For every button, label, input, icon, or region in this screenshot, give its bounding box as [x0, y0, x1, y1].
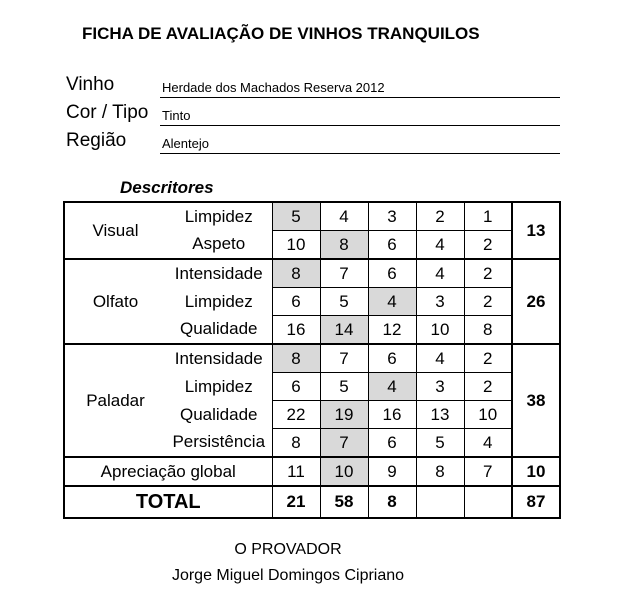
- descriptor-label: Intensidade: [166, 259, 272, 288]
- value-cell: 12: [368, 316, 416, 345]
- total-score: 87: [512, 486, 560, 518]
- group-label: Olfato: [64, 259, 166, 344]
- value-cell: 7: [320, 344, 368, 373]
- selected-value-cell: 5: [272, 202, 320, 231]
- total-row: [64, 486, 560, 518]
- descriptor-label: Limpidez: [184, 376, 253, 396]
- value-cell: 3: [416, 373, 464, 401]
- value-cell: 3: [368, 202, 416, 231]
- value-cell: 6: [368, 231, 416, 260]
- value-cell: 10: [416, 316, 464, 345]
- value-cell: 10: [272, 231, 320, 260]
- value-cell: 10: [464, 401, 512, 429]
- cor-tipo-label: Cor / Tipo: [66, 102, 149, 123]
- value-cell: 9: [368, 457, 416, 486]
- info-cor-tipo: [66, 100, 560, 126]
- info-regiao: [66, 128, 560, 154]
- value-cell: 5: [320, 288, 368, 316]
- value-cell: 4: [320, 202, 368, 231]
- descriptor-label: Qualidade: [179, 404, 258, 424]
- table-row: [64, 259, 560, 288]
- value-cell: 6: [272, 288, 320, 316]
- group-score: 13: [512, 202, 560, 259]
- total-value-cell: [416, 486, 464, 518]
- descriptor-label: Limpidez: [184, 291, 253, 311]
- value-cell: 2: [464, 344, 512, 373]
- value-cell: 16: [368, 401, 416, 429]
- selected-value-cell: 4: [368, 373, 416, 401]
- value-cell: 2: [416, 202, 464, 231]
- provador-heading: O PROVADOR: [234, 541, 342, 558]
- value-cell: 6: [368, 259, 416, 288]
- value-cell: 2: [464, 259, 512, 288]
- value-cell: 8: [416, 457, 464, 486]
- selected-value-cell: 7: [320, 429, 368, 458]
- apreciacao-row: [64, 457, 560, 486]
- value-cell: 2: [464, 373, 512, 401]
- group-score: 26: [512, 259, 560, 344]
- selected-value-cell: 4: [368, 288, 416, 316]
- value-cell: 13: [416, 401, 464, 429]
- value-cell: 6: [368, 344, 416, 373]
- value-cell: 5: [416, 429, 464, 458]
- total-value-cell: 58: [320, 486, 368, 518]
- apreciacao-label: Apreciação global: [64, 457, 272, 486]
- regiao-value: Alentejo: [160, 131, 560, 154]
- table-row: [64, 202, 560, 231]
- group-label: Paladar: [64, 344, 166, 457]
- apreciacao-score: 10: [512, 457, 560, 486]
- descriptor-label: Persistência: [172, 432, 266, 452]
- selected-value-cell: 14: [320, 316, 368, 345]
- value-cell: 7: [464, 457, 512, 486]
- vinho-value: Herdade dos Machados Reserva 2012: [160, 75, 560, 98]
- table-row: [64, 344, 560, 373]
- value-cell: 5: [320, 373, 368, 401]
- vinho-label: Vinho: [66, 74, 115, 95]
- selected-value-cell: 8: [272, 259, 320, 288]
- value-cell: 4: [416, 259, 464, 288]
- total-value-cell: [464, 486, 512, 518]
- provador-name: Jorge Miguel Domingos Cipriano: [171, 567, 405, 584]
- value-cell: 2: [464, 231, 512, 260]
- value-cell: 4: [416, 344, 464, 373]
- selected-value-cell: 19: [320, 401, 368, 429]
- value-cell: 16: [272, 316, 320, 345]
- value-cell: 2: [464, 288, 512, 316]
- descriptor-label: Aspeto: [192, 234, 246, 254]
- cor-tipo-value: Tinto: [160, 103, 560, 126]
- value-cell: 8: [464, 316, 512, 345]
- value-cell: 4: [416, 231, 464, 260]
- page-title: FICHA DE AVALIAÇÃO DE VINHOS TRANQUILOS: [82, 24, 480, 43]
- descriptor-label: Intensidade: [166, 344, 272, 373]
- value-cell: 7: [320, 259, 368, 288]
- value-cell: 8: [272, 429, 320, 458]
- total-value-cell: 8: [368, 486, 416, 518]
- value-cell: 11: [272, 457, 320, 486]
- group-score: 38: [512, 344, 560, 457]
- value-cell: 1: [464, 202, 512, 231]
- descriptor-label: Limpidez: [166, 202, 272, 231]
- total-label: TOTAL: [64, 486, 272, 518]
- value-cell: 4: [464, 429, 512, 458]
- value-cell: 6: [272, 373, 320, 401]
- value-cell: 22: [272, 401, 320, 429]
- selected-value-cell: 8: [272, 344, 320, 373]
- group-label: Visual: [64, 202, 166, 259]
- descritores-heading: Descritores: [120, 178, 214, 197]
- info-vinho: [66, 72, 560, 98]
- value-cell: 6: [368, 429, 416, 458]
- descriptor-label: Qualidade: [179, 319, 258, 339]
- evaluation-table: [63, 201, 561, 519]
- regiao-label: Região: [66, 130, 127, 151]
- total-value-cell: 21: [272, 486, 320, 518]
- value-cell: 3: [416, 288, 464, 316]
- selected-value-cell: 10: [320, 457, 368, 486]
- selected-value-cell: 8: [320, 231, 368, 260]
